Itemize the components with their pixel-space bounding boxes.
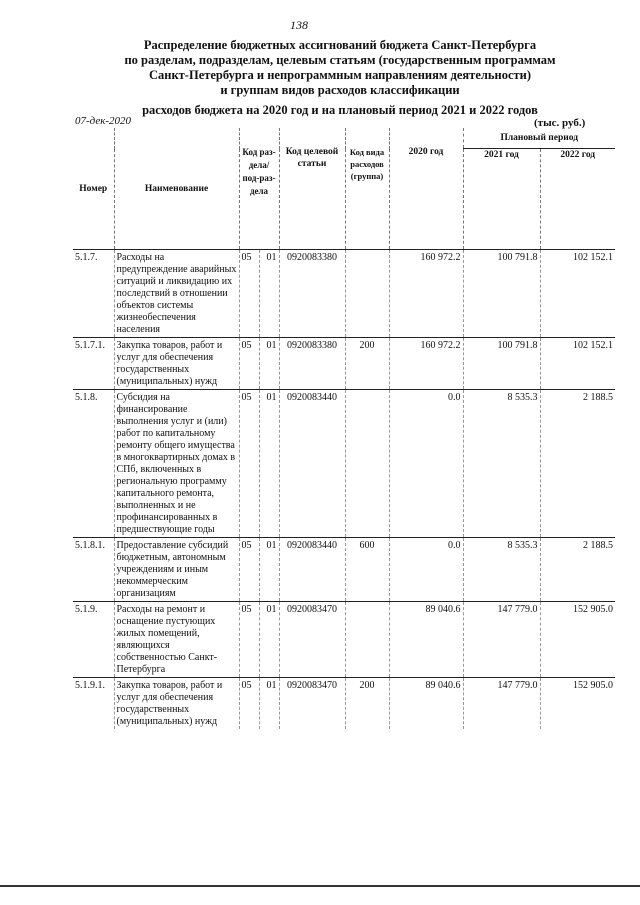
row-2021: 8 535.3 bbox=[463, 390, 540, 538]
row-kind bbox=[345, 602, 389, 678]
row-target: 0920083440 bbox=[279, 390, 345, 538]
header-target: Код целевой статьи bbox=[279, 128, 345, 250]
row-section: 05 bbox=[239, 250, 259, 338]
row-2021: 8 535.3 bbox=[463, 538, 540, 602]
row-target: 0920083380 bbox=[279, 250, 345, 338]
header-name: Наименование bbox=[114, 128, 239, 250]
row-2021: 147 779.0 bbox=[463, 602, 540, 678]
row-subsection: 01 bbox=[259, 250, 279, 338]
row-target: 0920083470 bbox=[279, 602, 345, 678]
row-kind: 200 bbox=[345, 678, 389, 730]
row-kind: 600 bbox=[345, 538, 389, 602]
title-line: Санкт-Петербурга и непрограммным направлениям деятельности) bbox=[148, 68, 531, 82]
row-2021: 147 779.0 bbox=[463, 678, 540, 730]
row-2022: 102 152.1 bbox=[573, 340, 613, 351]
row-name: Закупка товаров, работ и услуг для обеспечения государственных (муниципальных) нужд bbox=[114, 338, 239, 390]
table-row bbox=[73, 602, 615, 678]
row-2020: 89 040.6 bbox=[389, 602, 463, 678]
budget-table bbox=[73, 128, 615, 729]
document-title bbox=[90, 38, 590, 118]
page-number: 138 bbox=[290, 18, 308, 32]
header-row bbox=[73, 128, 615, 149]
table-row bbox=[73, 390, 615, 538]
row-number: 5.1.8. bbox=[73, 390, 114, 538]
row-name: Субсидия на финансирование выполнения услуг и (или) работ по капитальному ремонту общего имущества в многоквартирных домах в СПб, включенных в региональную программу капитального ремонта, выполненных и не профинансированных в предшествующие годы bbox=[114, 390, 239, 538]
table-row bbox=[73, 678, 615, 730]
table-row bbox=[73, 338, 615, 390]
row-2022: 2 188.5 bbox=[583, 540, 613, 551]
row-subsection: 01 bbox=[259, 338, 279, 390]
row-target: 0920083380 bbox=[279, 338, 345, 390]
title-line: Распределение бюджетных ассигнований бюджета Санкт-Петербурга bbox=[143, 38, 537, 52]
row-2020: 89 040.6 bbox=[389, 678, 463, 730]
row-section: 05 bbox=[239, 390, 259, 538]
header-plan-period: Плановый период bbox=[463, 128, 615, 149]
row-2020: 160 972.2 bbox=[389, 338, 463, 390]
row-2022: 102 152.1 bbox=[573, 252, 613, 263]
row-2022: 2 188.5 bbox=[583, 392, 613, 403]
row-section: 05 bbox=[239, 338, 259, 390]
header-2020: 2020 год bbox=[389, 128, 463, 250]
row-subsection: 01 bbox=[259, 390, 279, 538]
row-section: 05 bbox=[239, 678, 259, 730]
row-subsection: 01 bbox=[259, 678, 279, 730]
row-2020: 0.0 bbox=[389, 538, 463, 602]
title-line: по разделам, подразделам, целевым статьям (государственным программам bbox=[124, 53, 556, 67]
row-target: 0920083440 bbox=[279, 538, 345, 602]
row-number: 5.1.9. bbox=[73, 602, 114, 678]
row-2020: 0.0 bbox=[389, 390, 463, 538]
header-number: Номер bbox=[73, 128, 114, 250]
header-2022: 2022 год bbox=[560, 150, 596, 160]
row-section: 05 bbox=[239, 602, 259, 678]
row-2021: 100 791.8 bbox=[463, 338, 540, 390]
row-number: 5.1.9.1. bbox=[73, 678, 114, 730]
row-kind bbox=[345, 250, 389, 338]
row-name: Расходы на предупреждение аварийных ситуаций и ликвидацию их последствий в отношении объектов системы жизнеобеспечения населения bbox=[114, 250, 239, 338]
row-2020: 160 972.2 bbox=[389, 250, 463, 338]
units-label: (тыс. руб.) bbox=[534, 117, 586, 129]
row-2022: 152 905.0 bbox=[573, 680, 613, 691]
row-name: Расходы на ремонт и оснащение пустующих жилых помещений, являющихся собственностью Санкт-Петербурга bbox=[114, 602, 239, 678]
row-name: Закупка товаров, работ и услуг для обеспечения государственных (муниципальных) нужд bbox=[114, 678, 239, 730]
row-subsection: 01 bbox=[259, 602, 279, 678]
table-row bbox=[73, 538, 615, 602]
row-kind: 200 bbox=[345, 338, 389, 390]
header-kind: Код вида расходов (группа) bbox=[345, 128, 389, 250]
title-line: расходов бюджета на 2020 год и на плановый период 2021 и 2022 годов bbox=[142, 103, 538, 117]
row-name: Предоставление субсидий бюджетным, автономным учреждениям и иным некоммерческим организациям bbox=[114, 538, 239, 602]
header-2021: 2021 год bbox=[463, 149, 540, 250]
row-kind bbox=[345, 390, 389, 538]
page-bottom-rule bbox=[0, 885, 640, 887]
row-number: 5.1.7. bbox=[73, 250, 114, 338]
row-number: 5.1.7.1. bbox=[73, 338, 114, 390]
row-section: 05 bbox=[239, 538, 259, 602]
table-row bbox=[73, 250, 615, 338]
header-section: Код раз-дела/ под-раз-дела bbox=[239, 128, 279, 250]
row-number: 5.1.8.1. bbox=[73, 538, 114, 602]
row-2021: 100 791.8 bbox=[463, 250, 540, 338]
row-2022: 152 905.0 bbox=[573, 604, 613, 615]
row-subsection: 01 bbox=[259, 538, 279, 602]
row-target: 0920083470 bbox=[279, 678, 345, 730]
document-date: 07-дек-2020 bbox=[75, 115, 132, 127]
title-line: и группам видов расходов классификации bbox=[220, 83, 460, 97]
